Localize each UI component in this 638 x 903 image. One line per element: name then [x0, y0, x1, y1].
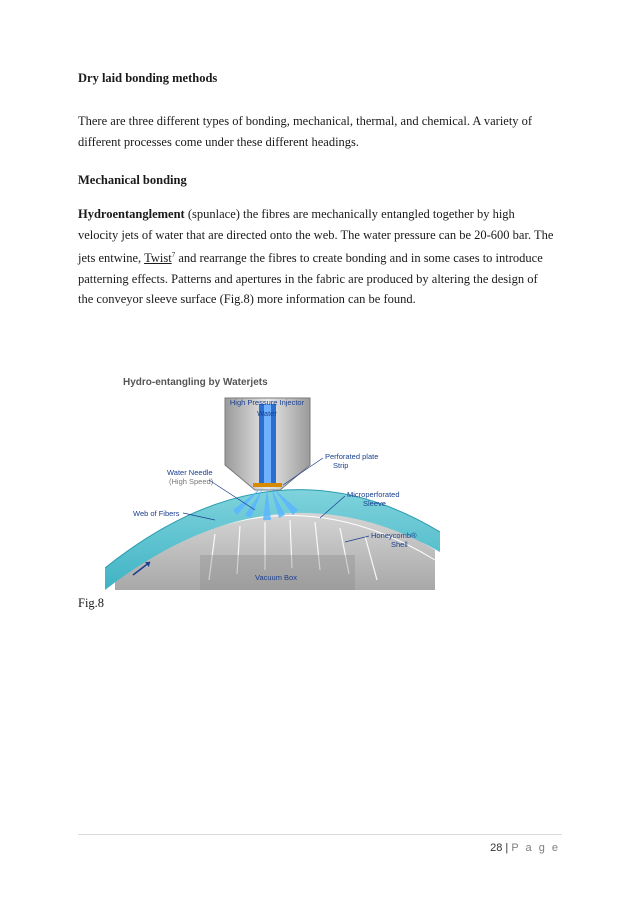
perforated-plate-strip	[253, 483, 282, 487]
label-needle-line2: (High Speed)	[169, 477, 214, 486]
label-vacuum-box: Vacuum Box	[255, 573, 297, 582]
page-word: P a g e	[511, 842, 560, 854]
footer-divider	[78, 834, 562, 835]
page-footer	[490, 842, 560, 854]
label-web: Web of Fibers	[133, 509, 180, 518]
hydroentanglement-paragraph	[78, 204, 554, 310]
footer-separator: |	[505, 842, 509, 854]
label-water: Water	[257, 409, 277, 418]
label-plate-line1: Perforated plate	[325, 452, 379, 461]
label-plate-line2: Strip	[333, 461, 349, 470]
page-number: 28	[490, 842, 503, 854]
figure-caption: Fig.8	[78, 596, 105, 610]
paragraph-text-part1: (spunlace) the fibres are mechanically entangled together by high velocity jets of water that are directed onto the web. The water pressure can be 20-600 bar. The jets entwine,	[78, 207, 554, 266]
subsection-heading: Mechanical bonding	[78, 173, 187, 187]
label-sleeve-line1: Microperforated	[347, 490, 400, 499]
section-heading: Dry laid bonding methods	[78, 71, 218, 85]
label-sleeve-line2: Sleeve	[363, 499, 386, 508]
label-shell-line1: Honeycomb®	[371, 531, 417, 540]
hydroentangling-figure	[105, 370, 440, 590]
twist-link[interactable]: Twist	[144, 251, 172, 266]
label-needle-line1: Water Needle	[167, 468, 213, 477]
figure-title: Hydro-entangling by Waterjets	[123, 377, 268, 388]
label-shell-line2: Shell	[391, 540, 408, 549]
label-injector: High Pressure Injector	[229, 398, 305, 407]
intro-text: There are three different types of bonding, mechanical, thermal, and chemical. A variety of different processes come under these different headings.	[78, 114, 533, 149]
footnote-marker: 7	[171, 251, 176, 259]
intro-paragraph	[78, 111, 554, 152]
term-hydroentanglement: Hydroentanglement	[78, 207, 185, 221]
paragraph-text-part2: and rearrange the fibres to create bonding and in some cases to introduce patterning effects. Patterns and apertures in the fabric are produced by altering the design of the conveyor sleeve surface (Fig.8) more information can be found.	[78, 251, 543, 307]
